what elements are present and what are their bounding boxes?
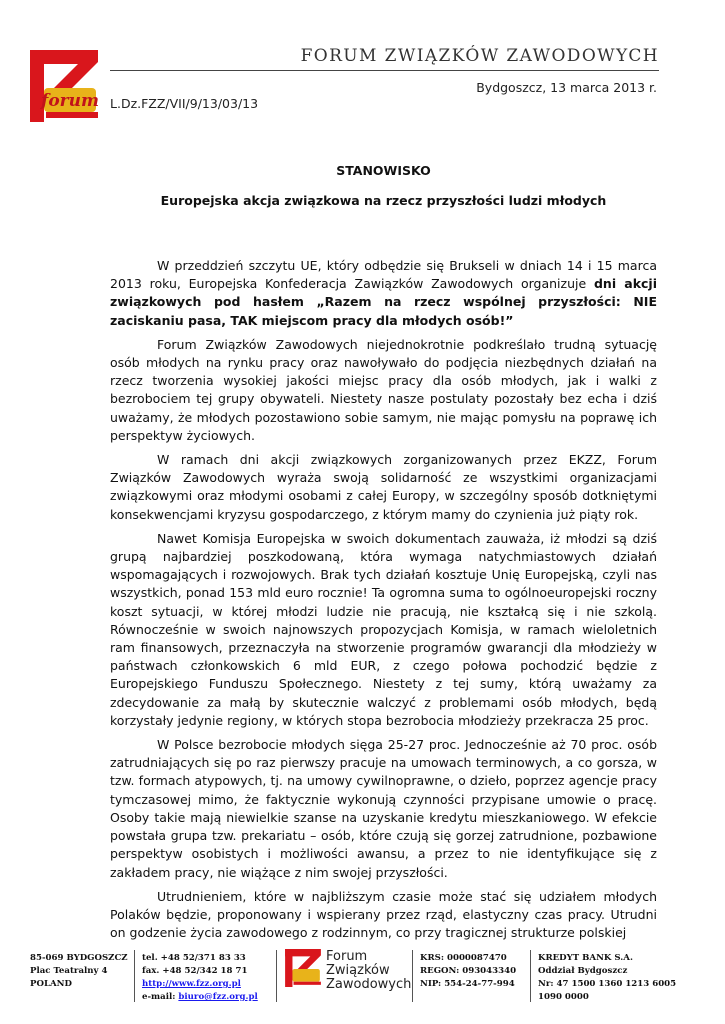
footer-divider	[134, 950, 135, 1002]
krs-number: KRS: 0000087470	[420, 953, 507, 963]
logo-line: Zawodowych	[326, 977, 412, 992]
bank-account-continued: 1090 0000	[538, 992, 589, 1002]
paragraph-1	[110, 257, 657, 330]
document-body	[110, 257, 657, 948]
bank-account: Nr: 47 1500 1360 1213 6005	[538, 979, 677, 989]
reference-number: L.Dz.FZZ/VII/9/13/03/13	[110, 96, 259, 111]
document-subtitle: Europejska akcja związkowa na rzecz przyszłości ludzi młodych	[160, 193, 607, 208]
forum-logo-icon	[26, 48, 102, 124]
footer-logo-text	[326, 950, 411, 992]
email-label: e-mail:	[142, 992, 179, 1002]
footer-divider	[276, 950, 277, 1002]
paragraph-3: W ramach dni akcji związkowych zorganizowanych przez EKZZ, Forum Związków Zawodowych wyraża swoją solidarność ze wszystkimi organizacjami związkowymi oraz młodymi osobami z całej Europy, w szczególny sposób dotkniętymi konsekwencjami kryzysu gospodarczego, z którym mamy do czynienia już piąty rok.	[110, 452, 657, 522]
paragraph-1-bold: dni akcji związkowych pod hasłem „Razem na rzecz wspólnej przyszłości: NIE zaciskaniu pasa, TAK miejscom pracy dla młodych osób!”	[110, 276, 657, 328]
nip-number: NIP: 554-24-77-994	[420, 979, 515, 989]
organization-name: FORUM ZWIĄZKÓW ZAWODOWYCH	[300, 46, 659, 66]
footer-address	[30, 952, 128, 991]
footer-divider	[530, 950, 531, 1002]
bank-branch: Oddział Bydgoszcz	[538, 966, 628, 976]
address-line: Plac Teatralny 4	[30, 966, 108, 976]
fax-number: fax. +48 52/342 18 71	[142, 966, 248, 976]
forum-logo-small-icon	[283, 948, 323, 988]
paragraph-4: Nawet Komisja Europejska w swoich dokumentach zauważa, iż młodzi są dziś grupą najbardziej poszkodowaną, która wymaga natychmiastowych działań wspomagających i rozwojowych. Brak tych działań kosztuje Unię Europejską, czyli nas wszystkich, ponad 153 mld euro rocznie! Ta ogromna suma to ogólnoeuropejski roczny koszt sytuacji, w której młodzi ludzie nie pracują, nie kształcą się i nie szkolą. Równocześnie w swoich najnowszych propozycjach Komisja, w ramach wieloletnich ram finansowych, przeznaczyła na stworzenie programów gwarancji dla młodzieży w państwach członkowskich 6 mld EUR, z czego połowa pochodzić będzie z Europejskiego Funduszu Społecznego. Niestety z tej sumy, którą uważamy za zdecydowanie za małą by skutecznie walczyć z problemami osób młodych, będą korzystały jedynie regiony, w których stopa bezrobocia młodzieży przekracza 25 proc.	[110, 530, 657, 728]
logo-line: Forum	[326, 949, 368, 964]
footer-registry	[420, 952, 516, 991]
footer	[0, 944, 725, 1024]
header-divider	[110, 70, 659, 71]
regon-number: REGON: 093043340	[420, 966, 517, 976]
website-link[interactable]: http://www.fzz.org.pl	[142, 979, 241, 989]
address-line: POLAND	[30, 979, 72, 989]
paragraph-5: W Polsce bezrobocie młodych sięga 25-27 proc. Jednocześnie aż 70 proc. osób zatrudniających się po raz pierwszy pracuje na umowach terminowych, a co gorsza, w tzw. formach atypowych, tj. na umowy cywilnoprawne, o dzieło, poprzez agencje pracy tymczasowej mimo, że faktycznie wykonują czynności przypisane umowie o pracę. Osoby takie mają niewielkie szanse na uzyskanie kredytu mieszkaniowego. W efekcie powstała grupa tzw. prekariatu – osób, które czują się gorzej zatrudnione, pozbawione perspektyw osobistych i możliwości awansu, a przez to nie identyfikujące się z zakładem pracy, nie wiążące z nim swojej przyszłości.	[110, 737, 657, 880]
footer-bank	[538, 952, 676, 1004]
place-date: Bydgoszcz, 13 marca 2013 r.	[476, 80, 657, 95]
phone-number: tel. +48 52/371 83 33	[142, 953, 246, 963]
address-line: 85-069 BYDGOSZCZ	[30, 953, 128, 963]
bank-name: KREDYT BANK S.A.	[538, 953, 633, 963]
footer-contact	[142, 952, 258, 1004]
logo-line: Związków	[326, 963, 390, 978]
email-link[interactable]: biuro@fzz.org.pl	[178, 992, 258, 1002]
paragraph-6: Utrudnieniem, które w najbliższym czasie może stać się udziałem młodych Polaków będzie, proponowany i wspierany przez rząd, elastyczny czas pracy. Utrudni on godzenie życia zawodowego z rodzinnym, co przy tragicznej strukturze polskiej	[110, 888, 657, 941]
document-heading: STANOWISKO	[336, 163, 431, 178]
paragraph-2: Forum Związków Zawodowych niejednokrotnie podkreślało trudną sytuację osób młodych na rynku pracy oraz nawoływało do podjęcia niezbędnych działań na rzecz tworzenia wysokiej jakości miejsc pracy dla osób młodych, jak i walki z bezrobociem tej grupy obywateli. Niestety nasze postulaty pozostały bez echa i dziś uważamy, że młodych pozostawiono sobie samym, nie mając pomysłu na poprawę ich perspektyw życiowych.	[110, 336, 657, 443]
paragraph-1-text: W przeddzień szczytu UE, który odbędzie się Brukseli w dniach 14 i 15 marca 2013 roku, Europejska Konfederacja Zawiązków Zawodowych organizuje	[110, 258, 657, 292]
logo-text: forum	[41, 91, 99, 111]
footer-divider	[412, 950, 413, 1002]
